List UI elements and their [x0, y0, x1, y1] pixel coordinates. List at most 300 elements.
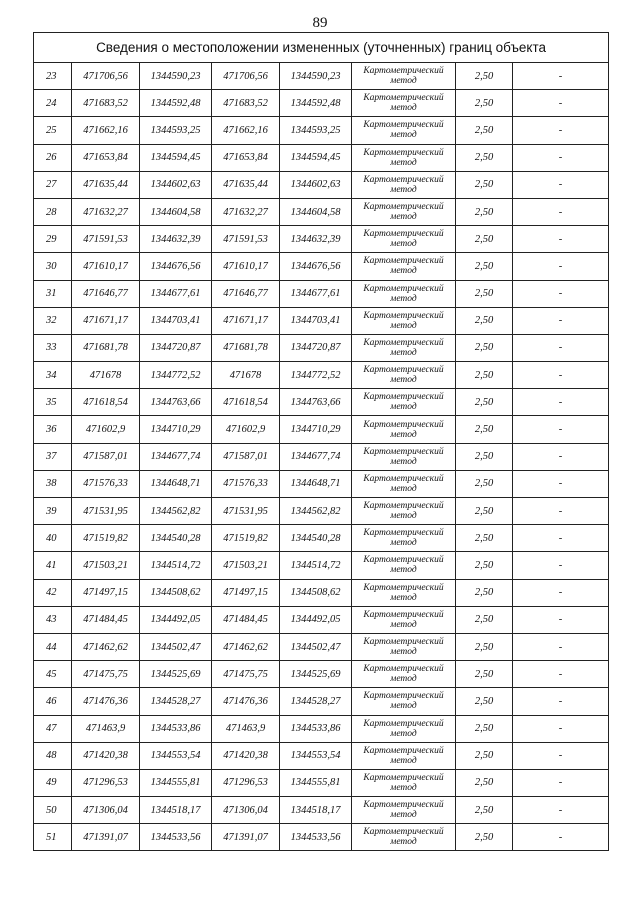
point-number-cell: 26 [34, 144, 72, 171]
description-cell: - [513, 661, 609, 688]
table-row [34, 797, 609, 824]
y-existing-cell: 1344540,28 [140, 525, 212, 552]
y-existing-cell: 1344710,29 [140, 416, 212, 443]
method-line-1: Картометрический [363, 93, 444, 104]
method-line-2: метод [390, 483, 417, 494]
method-cell [352, 226, 456, 253]
y-updated-cell: 1344518,17 [280, 797, 352, 824]
x-updated-cell: 471497,15 [212, 579, 280, 606]
x-updated-cell: 471306,04 [212, 797, 280, 824]
method-line-1: Картометрический [363, 637, 444, 648]
description-cell: - [513, 742, 609, 769]
accuracy-cell: 2,50 [456, 470, 513, 497]
accuracy-cell: 2,50 [456, 334, 513, 361]
x-existing-cell: 471610,17 [72, 253, 140, 280]
y-existing-cell: 1344533,56 [140, 824, 212, 851]
boundary-table-container [33, 32, 608, 852]
y-existing-cell: 1344648,71 [140, 470, 212, 497]
method-line-2: метод [390, 674, 417, 685]
method-cell [352, 63, 456, 90]
method-line-1: Картометрический [363, 446, 444, 457]
table-row [34, 661, 609, 688]
y-updated-cell: 1344677,74 [280, 443, 352, 470]
y-updated-cell: 1344533,56 [280, 824, 352, 851]
y-existing-cell: 1344676,56 [140, 253, 212, 280]
method-line-1: Картометрический [363, 147, 444, 158]
method-line-2: метод [390, 728, 417, 739]
y-updated-cell: 1344720,87 [280, 334, 352, 361]
x-existing-cell: 471531,95 [72, 498, 140, 525]
description-cell: - [513, 307, 609, 334]
description-cell: - [513, 171, 609, 198]
accuracy-cell: 2,50 [456, 280, 513, 307]
method-line-2: метод [390, 103, 417, 114]
x-updated-cell: 471587,01 [212, 443, 280, 470]
y-updated-cell: 1344555,81 [280, 769, 352, 796]
x-existing-cell: 471678 [72, 362, 140, 389]
y-existing-cell: 1344703,41 [140, 307, 212, 334]
accuracy-cell: 2,50 [456, 117, 513, 144]
x-updated-cell: 471646,77 [212, 280, 280, 307]
x-existing-cell: 471653,84 [72, 144, 140, 171]
method-line-2: метод [390, 402, 417, 413]
y-updated-cell: 1344533,86 [280, 715, 352, 742]
x-existing-cell: 471683,52 [72, 90, 140, 117]
y-updated-cell: 1344528,27 [280, 688, 352, 715]
method-cell [352, 797, 456, 824]
method-cell [352, 171, 456, 198]
point-number-cell: 27 [34, 171, 72, 198]
description-cell: - [513, 525, 609, 552]
method-line-2: метод [390, 212, 417, 223]
description-cell: - [513, 824, 609, 851]
y-updated-cell: 1344525,69 [280, 661, 352, 688]
method-cell [352, 824, 456, 851]
method-cell [352, 307, 456, 334]
x-existing-cell: 471462,62 [72, 633, 140, 660]
accuracy-cell: 2,50 [456, 443, 513, 470]
y-existing-cell: 1344592,48 [140, 90, 212, 117]
table-row [34, 198, 609, 225]
x-updated-cell: 471618,54 [212, 389, 280, 416]
y-updated-cell: 1344553,54 [280, 742, 352, 769]
method-line-2: метод [390, 347, 417, 358]
method-cell [352, 579, 456, 606]
accuracy-cell: 2,50 [456, 90, 513, 117]
x-existing-cell: 471706,56 [72, 63, 140, 90]
accuracy-cell: 2,50 [456, 362, 513, 389]
x-existing-cell: 471618,54 [72, 389, 140, 416]
method-line-1: Картометрический [363, 337, 444, 348]
point-number-cell: 28 [34, 198, 72, 225]
point-number-cell: 49 [34, 769, 72, 796]
method-cell [352, 90, 456, 117]
method-line-2: метод [390, 429, 417, 440]
method-line-1: Картометрический [363, 664, 444, 675]
x-existing-cell: 471602,9 [72, 416, 140, 443]
boundary-coordinates-table [33, 32, 609, 851]
x-existing-cell: 471306,04 [72, 797, 140, 824]
point-number-cell: 25 [34, 117, 72, 144]
method-line-1: Картометрический [363, 473, 444, 484]
table-row [34, 824, 609, 851]
description-cell: - [513, 198, 609, 225]
y-existing-cell: 1344514,72 [140, 552, 212, 579]
point-number-cell: 31 [34, 280, 72, 307]
point-number-cell: 50 [34, 797, 72, 824]
method-cell [352, 498, 456, 525]
x-existing-cell: 471476,36 [72, 688, 140, 715]
point-number-cell: 40 [34, 525, 72, 552]
table-row [34, 280, 609, 307]
y-existing-cell: 1344763,66 [140, 389, 212, 416]
method-line-1: Картометрический [363, 392, 444, 403]
x-existing-cell: 471420,38 [72, 742, 140, 769]
description-cell: - [513, 443, 609, 470]
description-cell: - [513, 606, 609, 633]
description-cell: - [513, 470, 609, 497]
method-cell [352, 280, 456, 307]
method-line-2: метод [390, 76, 417, 87]
method-line-1: Картометрический [363, 419, 444, 430]
point-number-cell: 37 [34, 443, 72, 470]
point-number-cell: 41 [34, 552, 72, 579]
method-cell [352, 253, 456, 280]
method-cell [352, 362, 456, 389]
method-cell [352, 715, 456, 742]
point-number-cell: 35 [34, 389, 72, 416]
accuracy-cell: 2,50 [456, 389, 513, 416]
y-updated-cell: 1344602,63 [280, 171, 352, 198]
point-number-cell: 39 [34, 498, 72, 525]
method-line-2: метод [390, 647, 417, 658]
x-updated-cell: 471576,33 [212, 470, 280, 497]
y-existing-cell: 1344555,81 [140, 769, 212, 796]
method-line-2: метод [390, 810, 417, 821]
point-number-cell: 30 [34, 253, 72, 280]
y-updated-cell: 1344632,39 [280, 226, 352, 253]
point-number-cell: 29 [34, 226, 72, 253]
method-cell [352, 769, 456, 796]
y-existing-cell: 1344720,87 [140, 334, 212, 361]
accuracy-cell: 2,50 [456, 416, 513, 443]
method-line-1: Картометрический [363, 202, 444, 213]
method-line-1: Картометрический [363, 582, 444, 593]
table-row [34, 171, 609, 198]
y-existing-cell: 1344528,27 [140, 688, 212, 715]
description-cell: - [513, 688, 609, 715]
table-row [34, 416, 609, 443]
method-line-1: Картометрический [363, 528, 444, 539]
table-row [34, 715, 609, 742]
table-row [34, 498, 609, 525]
method-line-1: Картометрический [363, 555, 444, 566]
table-row [34, 742, 609, 769]
table-row [34, 443, 609, 470]
y-updated-cell: 1344590,23 [280, 63, 352, 90]
x-existing-cell: 471587,01 [72, 443, 140, 470]
page-number: 89 [312, 15, 328, 31]
description-cell: - [513, 90, 609, 117]
accuracy-cell: 2,50 [456, 552, 513, 579]
method-line-2: метод [390, 538, 417, 549]
method-line-2: метод [390, 701, 417, 712]
x-existing-cell: 471635,44 [72, 171, 140, 198]
accuracy-cell: 2,50 [456, 579, 513, 606]
description-cell: - [513, 498, 609, 525]
x-existing-cell: 471519,82 [72, 525, 140, 552]
description-cell: - [513, 362, 609, 389]
x-updated-cell: 471662,16 [212, 117, 280, 144]
method-cell [352, 742, 456, 769]
x-updated-cell: 471635,44 [212, 171, 280, 198]
x-updated-cell: 471531,95 [212, 498, 280, 525]
table-row [34, 334, 609, 361]
accuracy-cell: 2,50 [456, 661, 513, 688]
point-number-cell: 46 [34, 688, 72, 715]
y-existing-cell: 1344632,39 [140, 226, 212, 253]
y-existing-cell: 1344772,52 [140, 362, 212, 389]
accuracy-cell: 2,50 [456, 525, 513, 552]
method-cell [352, 661, 456, 688]
x-updated-cell: 471602,9 [212, 416, 280, 443]
method-cell [352, 117, 456, 144]
accuracy-cell: 2,50 [456, 742, 513, 769]
point-number-cell: 32 [34, 307, 72, 334]
method-line-1: Картометрический [363, 501, 444, 512]
accuracy-cell: 2,50 [456, 171, 513, 198]
table-row [34, 253, 609, 280]
x-updated-cell: 471681,78 [212, 334, 280, 361]
method-line-1: Картометрический [363, 691, 444, 702]
y-updated-cell: 1344676,56 [280, 253, 352, 280]
method-line-1: Картометрический [363, 256, 444, 267]
method-line-2: метод [390, 565, 417, 576]
table-row [34, 63, 609, 90]
table-row [34, 144, 609, 171]
table-row [34, 552, 609, 579]
method-line-2: метод [390, 293, 417, 304]
accuracy-cell: 2,50 [456, 824, 513, 851]
method-line-1: Картометрический [363, 609, 444, 620]
table-row [34, 470, 609, 497]
point-number-cell: 42 [34, 579, 72, 606]
description-cell: - [513, 769, 609, 796]
method-line-2: метод [390, 239, 417, 250]
method-line-1: Картометрический [363, 800, 444, 811]
method-line-2: метод [390, 130, 417, 141]
x-existing-cell: 471475,75 [72, 661, 140, 688]
description-cell: - [513, 389, 609, 416]
table-row [34, 688, 609, 715]
table-row [34, 769, 609, 796]
y-updated-cell: 1344710,29 [280, 416, 352, 443]
y-existing-cell: 1344677,74 [140, 443, 212, 470]
method-line-2: метод [390, 266, 417, 277]
point-number-cell: 24 [34, 90, 72, 117]
method-line-1: Картометрический [363, 310, 444, 321]
x-existing-cell: 471503,21 [72, 552, 140, 579]
method-line-2: метод [390, 157, 417, 168]
table-row [34, 90, 609, 117]
method-line-2: метод [390, 837, 417, 848]
accuracy-cell: 2,50 [456, 226, 513, 253]
y-updated-cell: 1344514,72 [280, 552, 352, 579]
x-updated-cell: 471484,45 [212, 606, 280, 633]
description-cell: - [513, 715, 609, 742]
point-number-cell: 34 [34, 362, 72, 389]
table-row [34, 633, 609, 660]
y-existing-cell: 1344492,05 [140, 606, 212, 633]
method-line-2: метод [390, 320, 417, 331]
y-existing-cell: 1344508,62 [140, 579, 212, 606]
table-row [34, 117, 609, 144]
y-updated-cell: 1344648,71 [280, 470, 352, 497]
point-number-cell: 44 [34, 633, 72, 660]
x-updated-cell: 471296,53 [212, 769, 280, 796]
x-updated-cell: 471391,07 [212, 824, 280, 851]
accuracy-cell: 2,50 [456, 688, 513, 715]
x-updated-cell: 471632,27 [212, 198, 280, 225]
y-updated-cell: 1344594,45 [280, 144, 352, 171]
point-number-cell: 45 [34, 661, 72, 688]
description-cell: - [513, 280, 609, 307]
x-updated-cell: 471462,62 [212, 633, 280, 660]
method-cell [352, 688, 456, 715]
y-updated-cell: 1344593,25 [280, 117, 352, 144]
description-cell: - [513, 144, 609, 171]
description-cell: - [513, 253, 609, 280]
x-updated-cell: 471678 [212, 362, 280, 389]
point-number-cell: 51 [34, 824, 72, 851]
y-existing-cell: 1344604,58 [140, 198, 212, 225]
y-updated-cell: 1344604,58 [280, 198, 352, 225]
table-row [34, 307, 609, 334]
x-updated-cell: 471591,53 [212, 226, 280, 253]
x-existing-cell: 471646,77 [72, 280, 140, 307]
x-existing-cell: 471671,17 [72, 307, 140, 334]
table-row [34, 389, 609, 416]
x-updated-cell: 471463,9 [212, 715, 280, 742]
description-cell: - [513, 797, 609, 824]
accuracy-cell: 2,50 [456, 715, 513, 742]
x-existing-cell: 471497,15 [72, 579, 140, 606]
method-line-1: Картометрический [363, 120, 444, 131]
point-number-cell: 33 [34, 334, 72, 361]
table-row [34, 226, 609, 253]
description-cell: - [513, 334, 609, 361]
method-line-2: метод [390, 184, 417, 195]
method-cell [352, 606, 456, 633]
x-updated-cell: 471653,84 [212, 144, 280, 171]
method-line-2: метод [390, 375, 417, 386]
method-line-1: Картометрический [363, 827, 444, 838]
x-existing-cell: 471632,27 [72, 198, 140, 225]
y-existing-cell: 1344593,25 [140, 117, 212, 144]
y-existing-cell: 1344677,61 [140, 280, 212, 307]
method-line-2: метод [390, 619, 417, 630]
x-existing-cell: 471391,07 [72, 824, 140, 851]
method-line-2: метод [390, 511, 417, 522]
accuracy-cell: 2,50 [456, 63, 513, 90]
accuracy-cell: 2,50 [456, 769, 513, 796]
point-number-cell: 48 [34, 742, 72, 769]
method-line-1: Картометрический [363, 772, 444, 783]
table-row [34, 362, 609, 389]
point-number-cell: 43 [34, 606, 72, 633]
x-updated-cell: 471475,75 [212, 661, 280, 688]
y-existing-cell: 1344502,47 [140, 633, 212, 660]
table-title: Сведения о местоположении измененных (уточненных) границ объекта [34, 33, 609, 63]
method-line-1: Картометрический [363, 229, 444, 240]
accuracy-cell: 2,50 [456, 633, 513, 660]
method-line-2: метод [390, 782, 417, 793]
y-updated-cell: 1344492,05 [280, 606, 352, 633]
accuracy-cell: 2,50 [456, 797, 513, 824]
description-cell: - [513, 63, 609, 90]
y-existing-cell: 1344562,82 [140, 498, 212, 525]
description-cell: - [513, 117, 609, 144]
method-line-1: Картометрический [363, 174, 444, 185]
y-updated-cell: 1344562,82 [280, 498, 352, 525]
method-cell [352, 198, 456, 225]
method-cell [352, 416, 456, 443]
method-cell [352, 470, 456, 497]
description-cell: - [513, 579, 609, 606]
method-line-2: метод [390, 755, 417, 766]
y-updated-cell: 1344508,62 [280, 579, 352, 606]
accuracy-cell: 2,50 [456, 606, 513, 633]
x-existing-cell: 471662,16 [72, 117, 140, 144]
y-updated-cell: 1344502,47 [280, 633, 352, 660]
x-updated-cell: 471683,52 [212, 90, 280, 117]
x-updated-cell: 471671,17 [212, 307, 280, 334]
x-existing-cell: 471463,9 [72, 715, 140, 742]
method-line-2: метод [390, 456, 417, 467]
x-updated-cell: 471503,21 [212, 552, 280, 579]
y-existing-cell: 1344602,63 [140, 171, 212, 198]
y-updated-cell: 1344772,52 [280, 362, 352, 389]
method-cell [352, 443, 456, 470]
accuracy-cell: 2,50 [456, 198, 513, 225]
x-updated-cell: 471420,38 [212, 742, 280, 769]
method-cell [352, 144, 456, 171]
accuracy-cell: 2,50 [456, 498, 513, 525]
x-existing-cell: 471296,53 [72, 769, 140, 796]
y-existing-cell: 1344525,69 [140, 661, 212, 688]
table-row [34, 579, 609, 606]
y-updated-cell: 1344677,61 [280, 280, 352, 307]
y-updated-cell: 1344540,28 [280, 525, 352, 552]
description-cell: - [513, 552, 609, 579]
method-cell [352, 525, 456, 552]
y-updated-cell: 1344763,66 [280, 389, 352, 416]
x-updated-cell: 471706,56 [212, 63, 280, 90]
method-line-1: Картометрический [363, 745, 444, 756]
description-cell: - [513, 633, 609, 660]
x-existing-cell: 471591,53 [72, 226, 140, 253]
point-number-cell: 38 [34, 470, 72, 497]
method-line-2: метод [390, 592, 417, 603]
description-cell: - [513, 416, 609, 443]
table-row [34, 606, 609, 633]
method-line-1: Картометрический [363, 283, 444, 294]
y-updated-cell: 1344703,41 [280, 307, 352, 334]
y-updated-cell: 1344592,48 [280, 90, 352, 117]
x-updated-cell: 471610,17 [212, 253, 280, 280]
method-cell [352, 389, 456, 416]
y-existing-cell: 1344594,45 [140, 144, 212, 171]
